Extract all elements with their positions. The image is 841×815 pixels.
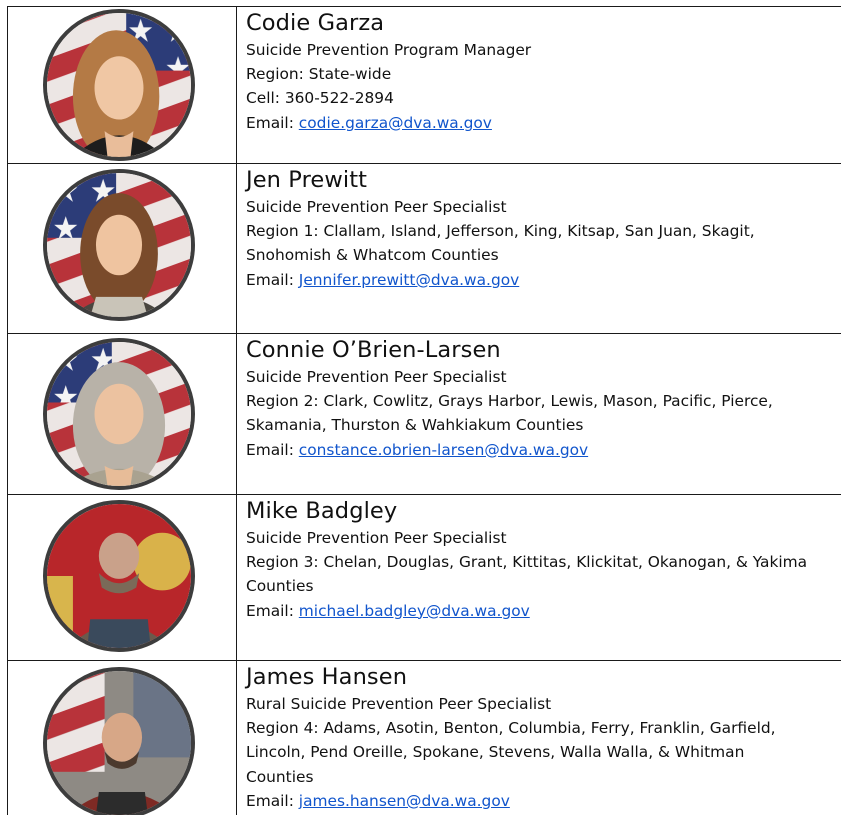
staff-title: Suicide Prevention Peer Specialist <box>246 529 507 547</box>
staff-row <box>8 164 841 334</box>
email-link[interactable]: constance.obrien-larsen@dva.wa.gov <box>298 440 589 459</box>
email-link[interactable]: Jennifer.prewitt@dva.wa.gov <box>298 270 520 289</box>
staff-row <box>8 661 841 815</box>
email-label: Email: <box>246 601 294 620</box>
staff-cell-phone: Cell: 360-522-2894 <box>246 89 394 108</box>
staff-name: Connie O’Brien-Larsen <box>246 337 501 363</box>
staff-photo-connie-obrien-larsen <box>43 338 195 490</box>
staff-email-line <box>246 268 841 292</box>
staff-region: Skamania, Thurston & Wahkiakum Counties <box>246 416 584 435</box>
staff-title: Suicide Prevention Peer Specialist <box>246 198 507 216</box>
photo-cell <box>8 7 237 164</box>
info-cell <box>237 7 841 164</box>
photo-cell <box>8 164 237 334</box>
staff-region: Counties <box>246 577 314 596</box>
info-cell <box>237 495 841 661</box>
photo-cell <box>8 495 237 661</box>
staff-region: Region 1: Clallam, Island, Jefferson, King, Kitsap, San Juan, Skagit, <box>246 222 755 241</box>
photo-cell <box>8 334 237 495</box>
staff-photo-jen-prewitt <box>43 169 195 321</box>
staff-photo-james-hansen <box>43 667 195 815</box>
staff-region: Region: State-wide <box>246 65 392 84</box>
email-link[interactable]: codie.garza@dva.wa.gov <box>298 113 492 132</box>
email-label: Email: <box>246 270 294 289</box>
staff-directory-table <box>7 6 841 815</box>
staff-region: Region 4: Adams, Asotin, Benton, Columbia, Ferry, Franklin, Garfield, <box>246 719 776 738</box>
staff-region: Lincoln, Pend Oreille, Spokane, Stevens, Walla Walla, & Whitman <box>246 743 745 762</box>
email-link[interactable]: michael.badgley@dva.wa.gov <box>298 601 530 620</box>
staff-name: James Hansen <box>246 664 408 690</box>
staff-name: Mike Badgley <box>246 498 398 524</box>
email-label: Email: <box>246 440 294 459</box>
photo-cell <box>8 661 237 815</box>
staff-photo-mike-badgley <box>43 500 195 652</box>
staff-photo-codie-garza <box>43 9 195 161</box>
staff-title: Rural Suicide Prevention Peer Specialist <box>246 695 552 713</box>
staff-email-line <box>246 111 841 135</box>
staff-row <box>8 334 841 495</box>
staff-email-line <box>246 438 841 462</box>
staff-region: Region 3: Chelan, Douglas, Grant, Kittitas, Klickitat, Okanogan, & Yakima <box>246 553 808 572</box>
info-cell <box>237 334 841 495</box>
staff-name: Codie Garza <box>246 10 385 36</box>
email-label: Email: <box>246 791 294 810</box>
info-cell <box>237 661 841 815</box>
staff-title: Suicide Prevention Peer Specialist <box>246 368 507 386</box>
staff-email-line <box>246 599 841 623</box>
staff-title: Suicide Prevention Program Manager <box>246 41 532 59</box>
staff-region: Snohomish & Whatcom Counties <box>246 246 499 265</box>
staff-name: Jen Prewitt <box>246 167 368 193</box>
staff-email-line <box>246 789 841 813</box>
staff-row <box>8 495 841 661</box>
email-label: Email: <box>246 113 294 132</box>
staff-region: Counties <box>246 767 314 786</box>
staff-region: Region 2: Clark, Cowlitz, Grays Harbor, Lewis, Mason, Pacific, Pierce, <box>246 392 773 411</box>
staff-row <box>8 7 841 164</box>
email-link[interactable]: james.hansen@dva.wa.gov <box>298 791 510 810</box>
info-cell <box>237 164 841 334</box>
